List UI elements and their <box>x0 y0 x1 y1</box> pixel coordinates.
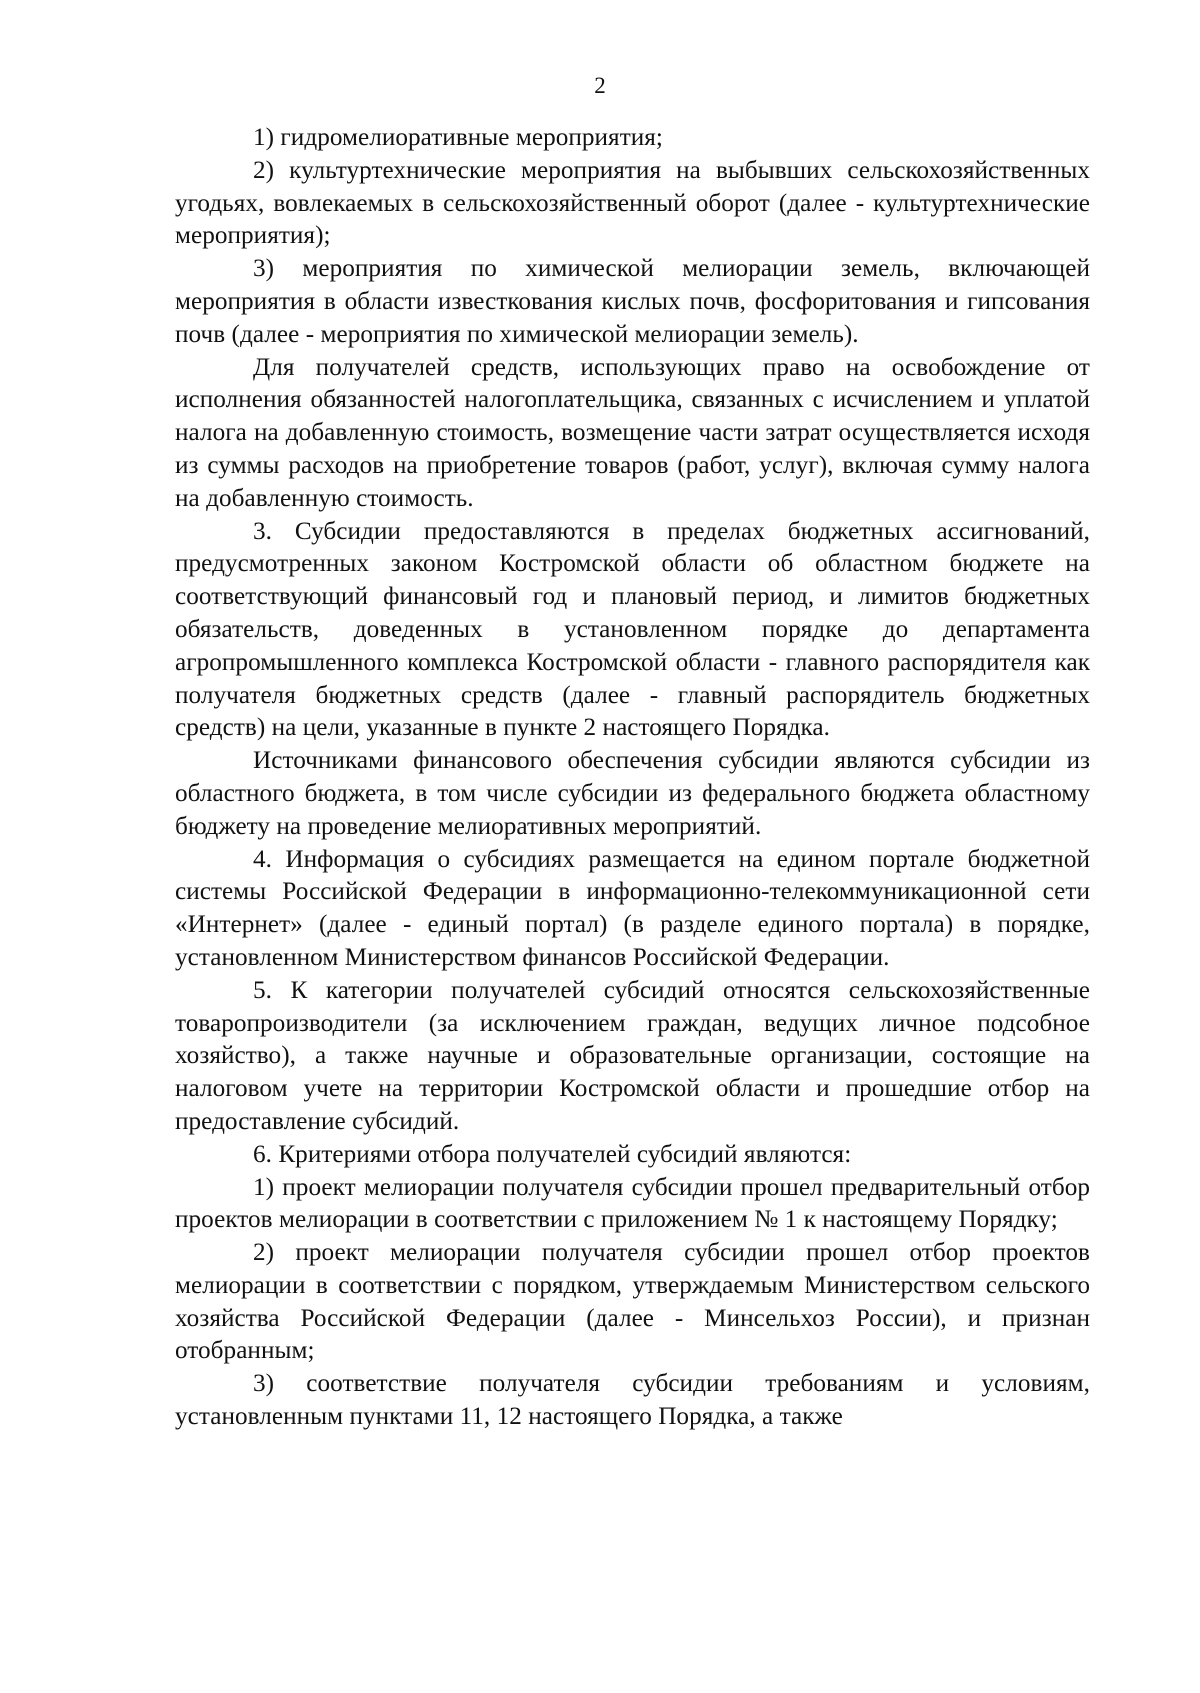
paragraph-item-4-portal-info: 4. Информация о субсидиях размещается на едином портале бюджетной системы Российской Федерации в информационно-телекоммуникационной сети «Интернет» (далее - единый портал) (в разделе единого портала) в порядке, установленном Министерством финансов Российской Федерации. <box>175 845 1090 971</box>
paragraph-criterion-1: 1) проект мелиорации получателя субсидии прошел предварительный отбор проектов мелиорации в соответствии с приложением № 1 к настоящему Порядку; <box>175 1173 1090 1234</box>
paragraph-item-6-selection-criteria: 6. Критериями отбора получателей субсидий являются: <box>253 1140 852 1168</box>
paragraph-vat-exemption: Для получателей средств, использующих право на освобождение от исполнения обязанностей налогоплательщика, связанных с исчислением и уплатой налога на добавленную стоимость, возмещение части затрат осуществляется исходя из суммы расходов на приобретение товаров (работ, услуг), включая сумму налога на добавленную стоимость. <box>175 353 1090 512</box>
paragraph-hydro-measures: 1) гидромелиоративные мероприятия; <box>253 124 663 151</box>
paragraph-item-3-budget-limits: 3. Субсидии предоставляются в пределах бюджетных ассигнований, предусмотренных законом Костромской области об областном бюджете на соответствующий финансовый год и плановый период, и лимитов бюджетных обязательств, доведенных в установленном порядке до департамента агропромышленного комплекса Костромской области - главного распорядителя как получателя бюджетных средств (далее - главный распорядитель бюджетных средств) на цели, указанные в пункте 2 настоящего Порядка. <box>175 517 1090 742</box>
paragraph-culturtech-measures: 2) культуртехнические мероприятия на выбывших сельскохозяйственных угодьях, вовлекаемых в сельскохозяйственный оборот (далее - культуртехнические мероприятия); <box>175 156 1090 250</box>
paragraph-item-5-recipient-category: 5. К категории получателей субсидий относятся сельскохозяйственные товаропроизводители (за исключением граждан, ведущих личное подсобное хозяйство), а также научные и образовательные организации, состоящие на налоговом учете на территории Костромской области и прошедшие отбор на предоставление субсидий. <box>175 976 1090 1135</box>
paragraph-criterion-2: 2) проект мелиорации получателя субсидии прошел отбор проектов мелиорации в соответствии с порядком, утверждаемым Министерством сельского хозяйства Российской Федерации (далее - Минсельхоз России), и признан отобранным; <box>175 1239 1090 1365</box>
paragraph-chemical-melioration: 3) мероприятия по химической мелиорации земель, включающей мероприятия в области известкования кислых почв, фосфоритования и гипсования почв (далее - мероприятия по химической мелиорации земель). <box>175 255 1090 348</box>
paragraph-criterion-3: 3) соответствие получателя субсидии требованиям и условиям, установленным пунктами 11, 12 настоящего Порядка, а также <box>175 1370 1090 1431</box>
paragraph-funding-sources: Источниками финансового обеспечения субсидии являются субсидии из областного бюджета, в том числе субсидии из федерального бюджета областному бюджету на проведение мелиоративных мероприятий. <box>175 747 1090 840</box>
page-number: 2 <box>594 73 606 98</box>
document-body <box>175 122 1090 1434</box>
